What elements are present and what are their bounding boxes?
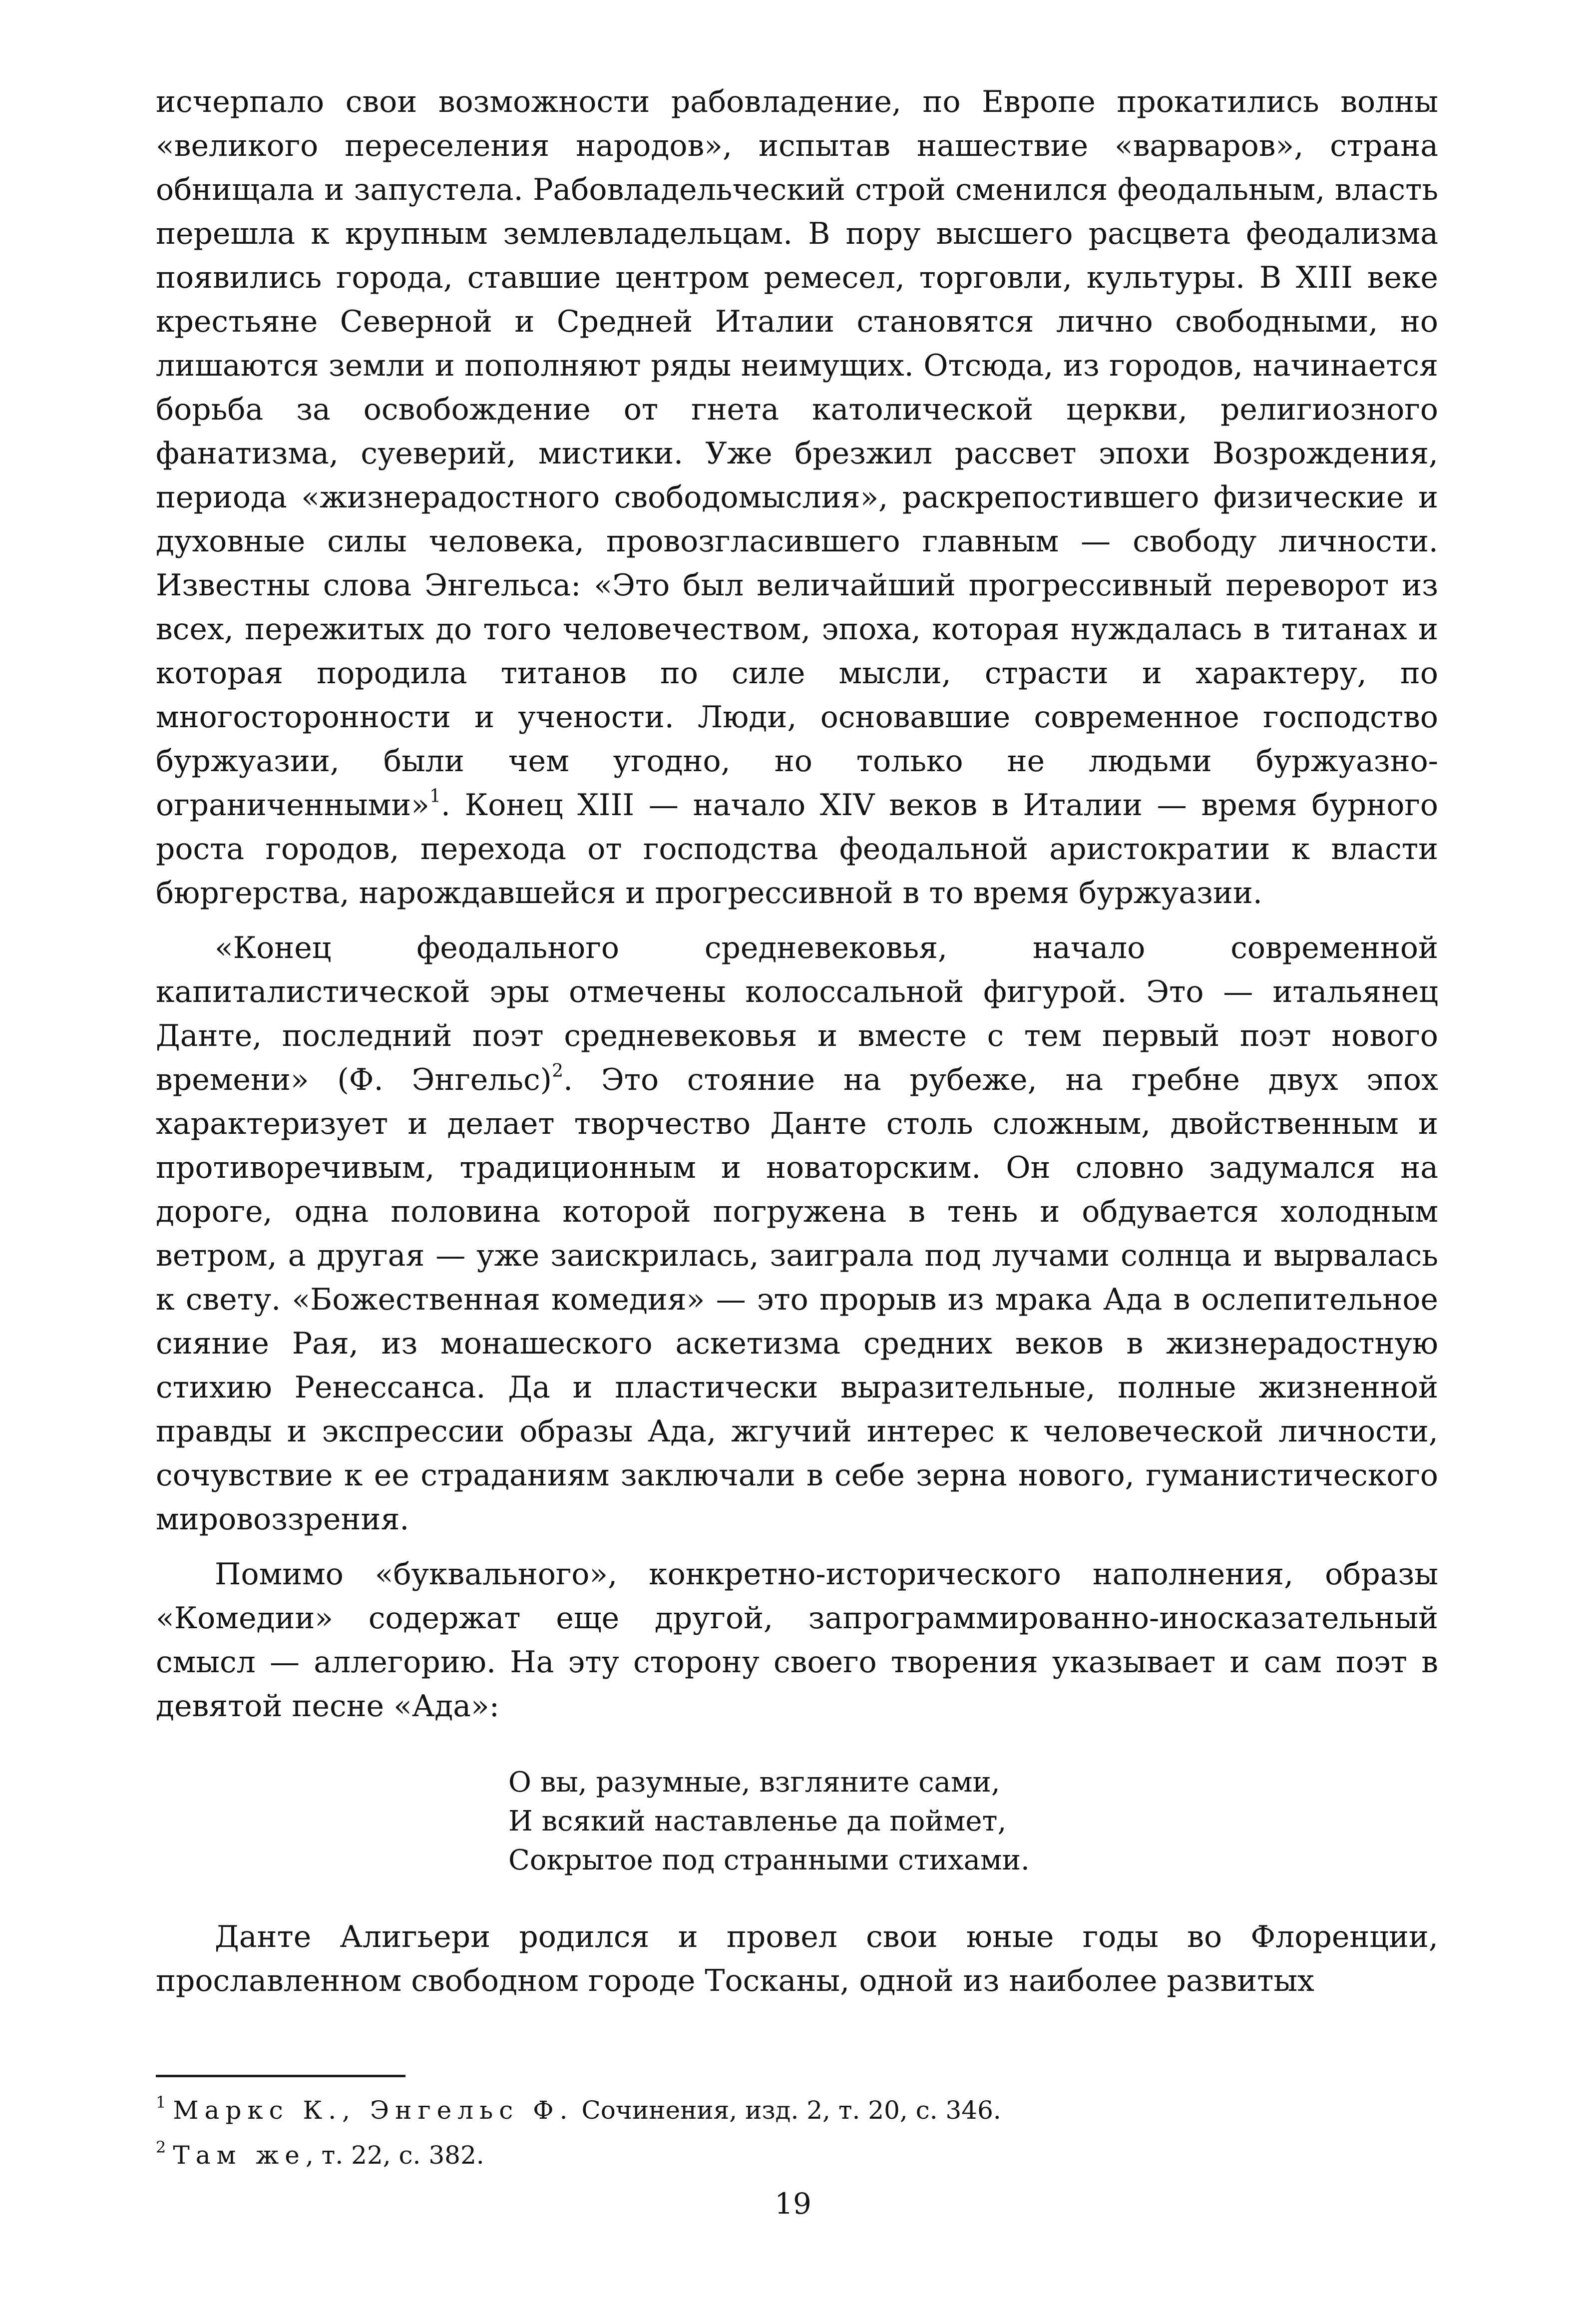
page-number: 19: [775, 2187, 811, 2221]
footnote-author: Там же: [173, 2141, 306, 2170]
verse-quote: [508, 1763, 1438, 1880]
paragraph-1-text-a: исчерпало свои возможности рабовладение, по Европе прокатились волны «великого переселения народов», испытав нашествие «варваров», страна обнищала и запустела. Рабовладельческий строй сменился феодальным, власть перешла к крупным землевладельцам. В пору высшего расцвета феодализма появились города, ставшие центром ремесел, торговли, культуры. В XIII веке крестьяне Северной и Средней Италии становятся лично свободными, но лишаются земли и пополняют ряды неимущих. Отсюда, из городов, начинается борьба за освобождение от гнета католической церкви, религиозного фанатизма, суеверий, мистики. Уже брезжил рассвет эпохи Возрождения, периода «жизнерадостного свободомыслия», раскрепостившего физические и духовные силы человека, провозгласившего главным — свободу личности. Известны слова Энгельса: «Это был величайший прогрессивный переворот из всех, пережитых до того человечеством, эпоха, которая нуждалась в титанах и которая породила титанов по силе мысли, страсти и характеру, по многосторонности и учености. Люди, основавшие современное господство буржуазии, были чем угодно, но только не людьми буржуазно-ограниченными»: [156, 84, 1438, 823]
paragraph-2: [156, 926, 1438, 1541]
footnote-divider: [156, 2075, 405, 2077]
footnote-ref-1: 1: [429, 786, 441, 807]
footnote-text: , т. 22, с. 382.: [305, 2141, 484, 2170]
footnote-mark: 2: [156, 2138, 166, 2157]
footnote-2: [156, 2129, 1438, 2174]
verse-line: И всякий наставленье да поймет,: [508, 1805, 1007, 1838]
footnote-text: Сочинения, изд. 2, т. 20, с. 346.: [573, 2096, 1001, 2125]
footnote-1: [156, 2084, 1438, 2129]
verse-line: О вы, разумные, взгляните сами,: [508, 1766, 1000, 1799]
paragraph-1-text-b: . Конец XIII — начало XIV веков в Италии — время бурного роста городов, перехода от господства феодальной аристократии к власти бюргерства, нарождавшейся и прогрессивной в то время буржуазии.: [156, 788, 1438, 911]
paragraph-2-text-a: «Конец феодального средневековья, начало современной капиталистической эры отмечены колоссальной фигурой. Это — итальянец Данте, последний поэт средневековья и вместе с тем первый поэт нового времени» (Ф. Энгельс): [156, 930, 1438, 1097]
footnote-ref-2: 2: [552, 1061, 563, 1081]
paragraph-1: [156, 80, 1438, 915]
footnotes: [156, 2084, 1438, 2174]
paragraph-2-text-b: . Это стояние на рубеже, на гребне двух эпох характеризует и делает творчество Данте столь сложным, двойственным и противоречивым, традиционным и новаторским. Он словно задумался на дороге, одна половина которой погружена в тень и обдувается холодным ветром, а другая — уже заискрилась, заиграла под лучами солнца и вырвалась к свету. «Божественная комедия» — это прорыв из мрака Ада в ослепительное сияние Рая, из монашеского аскетизма средних веков в жизнерадостную стихию Ренессанса. Да и пластически выразительные, полные жизненной правды и экспрессии образы Ада, жгучий интерес к человеческой личности, сочувствие к ее страданиям заключали в себе зерна нового, гуманистического мировоззрения.: [156, 1062, 1438, 1537]
footnote-author: Маркс К., Энгельс Ф.: [173, 2096, 574, 2125]
main-text: [156, 80, 1438, 2003]
verse-line: Сокрытое под странными стихами.: [508, 1844, 1030, 1876]
footnote-mark: 1: [156, 2093, 166, 2112]
paragraph-3: Помимо «буквального», конкретно-исторического наполнения, образы «Комедии» содержат еще другой, запрограммированно-иносказательный смысл — аллегорию. На эту сторону своего творения указывает и сам поэт в девятой песне «Ада»:: [156, 1557, 1438, 1724]
paragraph-4: Данте Алигьери родился и провел свои юные годы во Флоренции, прославленном свободном городе Тосканы, одной из наиболее развитых: [156, 1919, 1438, 1998]
